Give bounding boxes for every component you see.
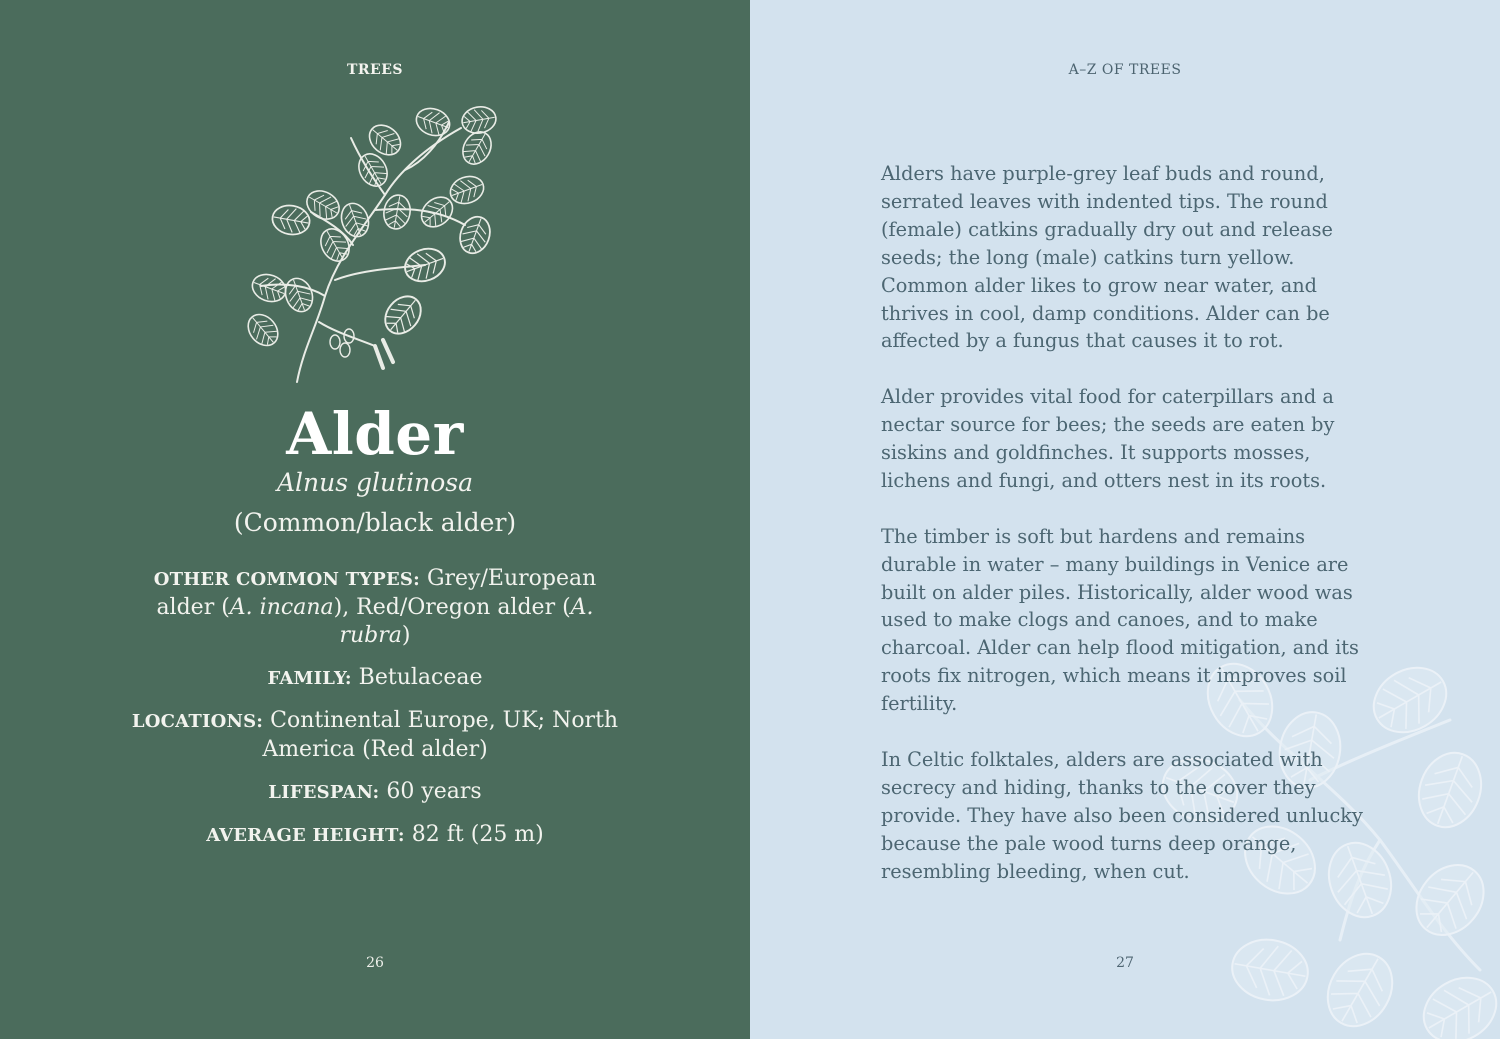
fact-value: )	[401, 623, 411, 648]
paragraph: Alder provides vital food for caterpillars and a nectar source for bees; the seeds are eaten by siskins and goldfinches. It supports mosses, lichens and fungi, and otters nest in its roots.	[881, 385, 1335, 492]
fact-value: Continental Europe, UK; North America (Red alder)	[262, 708, 619, 762]
paragraph: In Celtic folktales, alders are associated with secrecy and hiding, thanks to the cover they provide. They have also been considered unlucky because the pale wood turns deep orange, resembling bleeding, when cut.	[881, 747, 1363, 883]
page-number-right: 27	[1116, 955, 1134, 971]
fact-value: Grey/European alder (	[156, 566, 597, 620]
fact-value: 82 ft (25 m)	[404, 822, 544, 847]
fact-label: OTHER COMMON TYPES:	[153, 569, 420, 590]
latin-name: Alnus glutinosa	[276, 468, 474, 497]
fact-value-italic: A. rubra	[339, 595, 594, 648]
paragraph: The timber is soft but hardens and remains durable in water – many buildings in Venice are built on alder piles. Historically, alder wood was used to make clogs and canoes, and to make charcoal. Alder can help flood mitigation, and its roots fix nitrogen, which means it improves soil fertility.	[881, 524, 1359, 716]
fact-value: Betulaceae	[351, 665, 483, 690]
fact-family	[130, 664, 620, 693]
fact-label: LIFESPAN:	[268, 782, 380, 803]
paragraph: Alders have purple-grey leaf buds and round, serrated leaves with indented tips. The round (female) catkins gradually dry out and release seeds; the long (male) catkins turn yellow. Common alder likes to grow near water, and thrives in cool, damp conditions. Alder can be affected by a fungus that causes it to rot.	[881, 162, 1333, 353]
fact-value: ), Red/Oregon alder (	[333, 595, 571, 620]
page-number-left: 26	[366, 955, 384, 971]
fact-label: AVERAGE HEIGHT:	[206, 825, 405, 846]
facts-list	[130, 565, 620, 864]
fact-locations	[130, 707, 620, 764]
body-text	[881, 160, 1381, 913]
running-head-left: TREES	[346, 62, 403, 78]
fact-other-types	[130, 565, 620, 650]
right-page	[750, 0, 1500, 1039]
fact-label: FAMILY:	[267, 668, 352, 689]
alder-branch-illustration-icon	[225, 100, 515, 390]
fact-value: 60 years	[379, 779, 482, 804]
fact-value-italic: A. incana	[229, 595, 334, 620]
running-head-right: A–Z OF TREES	[1068, 62, 1182, 78]
fact-average-height	[130, 821, 620, 850]
fact-lifespan	[130, 778, 620, 807]
common-name: (Common/black alder)	[233, 508, 517, 537]
fact-label: LOCATIONS:	[131, 711, 264, 732]
tree-title: Alder	[286, 400, 464, 468]
